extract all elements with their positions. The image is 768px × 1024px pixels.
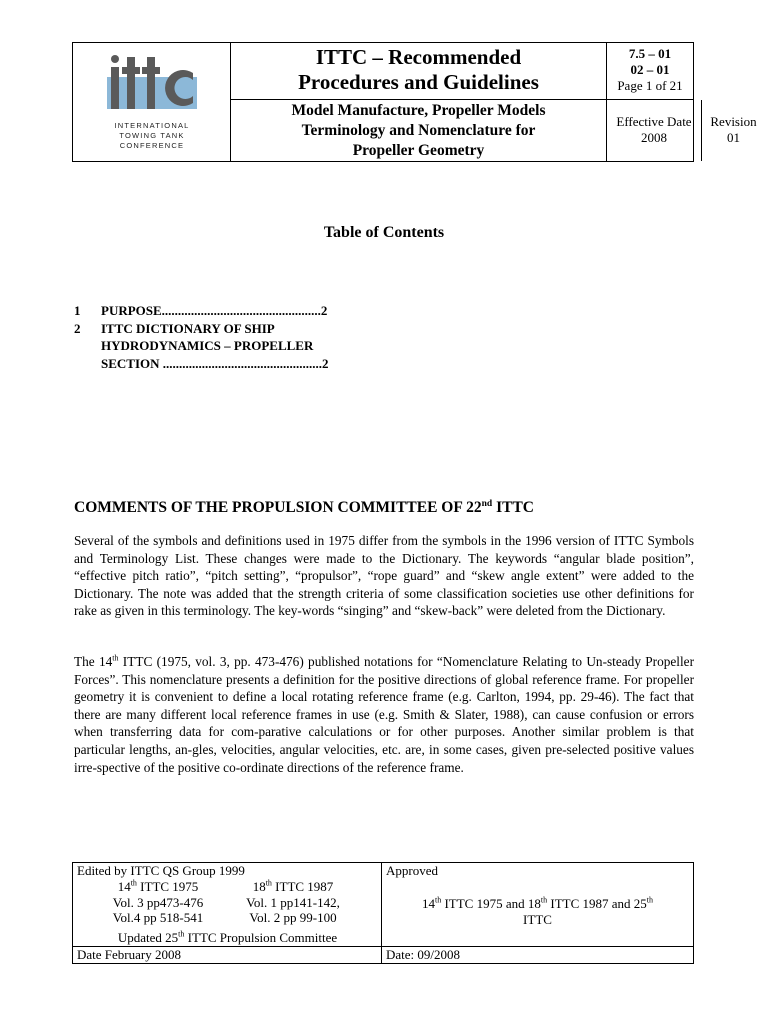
ittc-18-vol2: Vol. 2 pp 99-100 — [249, 910, 337, 926]
subtitle-line2: Terminology and Nomenclature for — [301, 122, 536, 139]
document-header-table — [72, 42, 757, 162]
ittc-14-vol: Vol. 3 pp473-476 — [112, 894, 204, 910]
ittc-reference-grid — [73, 879, 382, 926]
doc-number-line1: 7.5 – 01 — [628, 46, 672, 61]
ittc-logo-icon — [107, 51, 197, 117]
updated-sup: th — [178, 929, 185, 939]
approved-cell — [382, 863, 693, 947]
approved-sup: th — [540, 895, 548, 905]
effective-date-value: 2008 — [641, 130, 667, 145]
ittc-18-vol: Vol. 1 pp141-142, — [246, 894, 340, 910]
date-right: Date: 09/2008 — [386, 947, 461, 962]
toc-item-text: PURPOSE.................................................2 — [101, 303, 328, 318]
document-footer-table — [72, 862, 694, 964]
updated-text: ITTC Propulsion Committee — [184, 930, 338, 945]
heading-text-end: ITTC — [492, 499, 534, 517]
p2-text-rest: ITTC (1975, vol. 3, pp. 473-476) published notations for “Nomenclature Relating to Un-steady Propeller Forces”. This nomenclature presents a definition for the positive directions of global reference frame. For propeller geometry it is convenient to define a local rotating reference frame (e.g. Carlton, 1994, pp. 29-46). The fact that there are many different local reference frames in use (e.g. Smith & Slater, 1988), can cause confusion or errors when transferring data for com-parative calculations or for other purposes. Another similar problem is that particular lengths, an-gles, velocities, angular velocities, etc. are, in some cases, given pre-selected positive values irre-spective of the positive co-ordinate directions of the reference frame. — [74, 654, 695, 775]
toc-title: Table of Contents — [323, 224, 445, 241]
logo-cell — [73, 43, 231, 161]
approved-text: ITTC 1975 and 18 — [441, 896, 541, 911]
toc-item-number: 2 — [74, 320, 81, 336]
logo-caption-line1: INTERNATIONAL — [114, 121, 190, 130]
effective-date-cell — [607, 100, 702, 161]
toc-item-text: HYDRODYNAMICS – PROPELLER — [101, 338, 314, 353]
effective-date-label: Effective Date — [616, 114, 692, 129]
ittc-14-vol2: Vol.4 pp 518-541 — [112, 910, 204, 926]
approved-sup: th — [646, 895, 653, 905]
header-title — [231, 43, 607, 100]
subtitle-line3: Propeller Geometry — [352, 142, 485, 159]
ref-text: 14 — [117, 879, 131, 894]
p2-superscript: th — [112, 653, 119, 663]
toc-item-text: SECTION .................................................2 — [101, 355, 329, 371]
subtitle-line1: Model Manufacture, Propeller Models — [291, 102, 546, 119]
paragraph-1: Several of the symbols and definitions used in 1975 differ from the symbols in the 1996 version of ITTC Symbols and Terminology List. These changes were made to the Dictionary. The keywords “angular blade position”, “effective pitch ratio”, “pitch setting”, “propulsor”, “rope guard” and “skew angle extent” were added to the Dictionary. The note was added that the strength criteria of some classification societies use other definitions for rake as given in this terminology. The key-words “singing” and “skew-back” were deleted from the Dictionary. — [74, 533, 694, 619]
doc-number-line2: 02 – 01 — [630, 62, 670, 77]
ittc-14-label — [103, 879, 213, 895]
title-line2: Procedures and Guidelines — [298, 70, 539, 94]
ref-sup: th — [265, 878, 272, 888]
updated-note — [73, 930, 382, 946]
date-left: Date February 2008 — [73, 947, 382, 963]
heading-superscript: nd — [481, 499, 493, 509]
toc-item-dictionary[interactable] — [74, 320, 374, 373]
edited-cell — [73, 863, 382, 947]
doc-number-cell — [607, 43, 693, 100]
toc-list — [74, 302, 374, 372]
ref-sup: th — [130, 878, 137, 888]
approved-text: 14 — [421, 896, 435, 911]
ref-text: 18 — [252, 879, 266, 894]
revision-label: Revision — [710, 114, 757, 129]
revision-cell — [702, 100, 765, 161]
page-indicator: Page 1 of 21 — [617, 78, 683, 93]
approved-label: Approved — [386, 863, 438, 878]
toc-item-number: 1 — [74, 303, 81, 318]
approved-sup: th — [434, 895, 442, 905]
revision-value: 01 — [727, 130, 740, 145]
title-line1: ITTC – Recommended — [315, 45, 522, 69]
approved-text: ITTC 1987 and 25 — [547, 896, 647, 911]
heading-text: COMMENTS OF THE PROPULSION COMMITTEE OF 22 — [74, 499, 482, 517]
approved-details — [382, 896, 693, 927]
logo-caption-line3: CONFERENCE — [119, 141, 185, 150]
ref-text: ITTC 1987 — [271, 879, 334, 894]
comments-heading — [74, 499, 534, 517]
edited-by: Edited by ITTC QS Group 1999 — [77, 863, 245, 878]
ref-text: ITTC 1975 — [136, 879, 199, 894]
paragraph-2 — [74, 653, 694, 776]
p2-text-start: The 14 — [74, 654, 113, 669]
header-subtitle — [231, 100, 607, 161]
toc-item-text: ITTC DICTIONARY OF SHIP — [101, 320, 275, 336]
ittc-18-label — [233, 879, 353, 895]
logo-caption — [73, 121, 231, 151]
updated-text: Updated 25 — [117, 930, 179, 945]
toc-item-purpose[interactable] — [74, 302, 374, 320]
logo-caption-line2: TOWING TANK — [119, 131, 185, 140]
approved-line2: ITTC — [523, 911, 552, 927]
